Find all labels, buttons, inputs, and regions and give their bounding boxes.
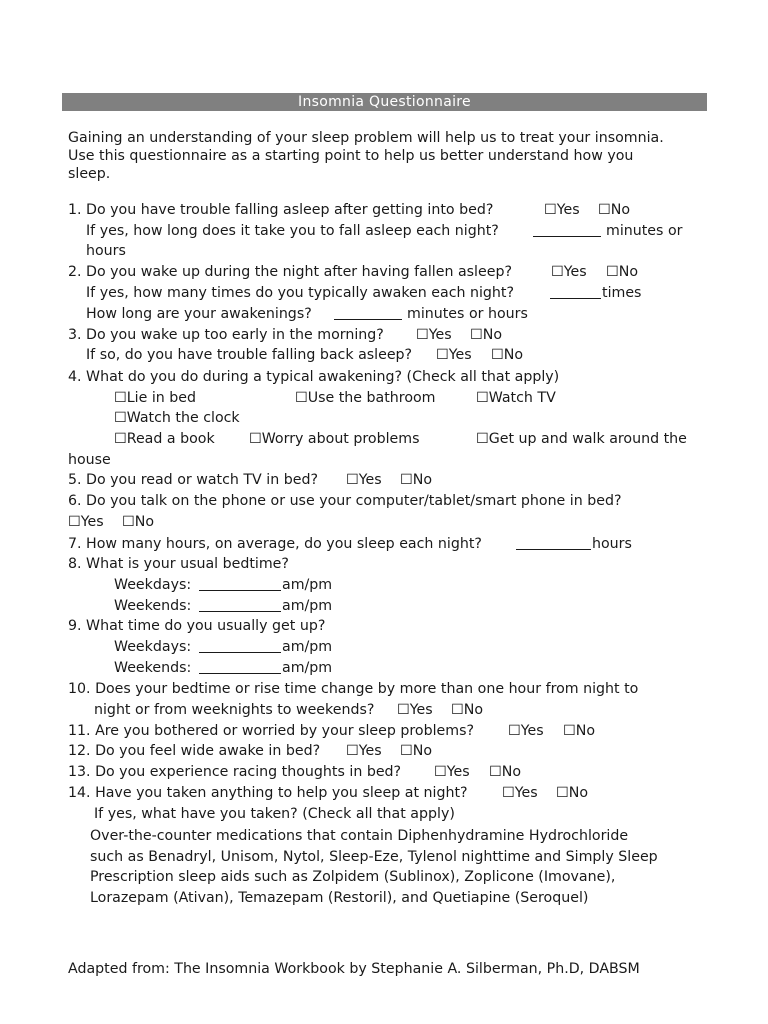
- q4-option-worry[interactable]: ☐Worry about problems: [249, 431, 420, 447]
- checkbox-icon: ☐: [476, 390, 489, 406]
- checkbox-icon: ☐: [551, 264, 564, 280]
- checkbox-icon: ☐: [598, 202, 611, 218]
- source-footer: Adapted from: The Insomnia Workbook by Stephanie A. Silberman, Ph.D, DABSM: [68, 961, 640, 977]
- q8-weekdays-label: Weekdays:: [114, 577, 192, 593]
- checkbox-icon: ☐: [476, 431, 489, 447]
- question-2-followup-2: How long are your awakenings?: [86, 306, 312, 322]
- question-3: 3. Do you wake up too early in the morning?: [68, 327, 384, 343]
- q2-duration-unit: minutes or hours: [407, 306, 528, 322]
- checkbox-icon: ☐: [114, 431, 127, 447]
- question-14-followup: If yes, what have you taken? (Check all that apply): [94, 806, 455, 822]
- checkbox-icon: ☐: [489, 764, 502, 780]
- q1-yes-option[interactable]: ☐Yes: [544, 202, 580, 218]
- q2-times-field[interactable]: [550, 284, 601, 304]
- q4-option-read-book[interactable]: ☐Read a book: [114, 431, 215, 447]
- q5-no-option[interactable]: ☐No: [400, 472, 433, 488]
- intro-line-3: sleep.: [68, 166, 111, 182]
- q9-weekends-unit: am/pm: [282, 660, 333, 676]
- q4-option-watch-tv[interactable]: ☐Watch TV: [476, 390, 556, 406]
- checkbox-icon: ☐: [397, 702, 410, 718]
- q14-rx-line-2: Lorazepam (Ativan), Temazepam (Restoril), and Quetiapine (Seroquel): [90, 890, 589, 906]
- q8-weekdays-unit: am/pm: [282, 577, 333, 593]
- q14-otc-line-1: Over-the-counter medications that contain Diphenhydramine Hydrochloride: [90, 828, 629, 844]
- q14-otc-line-2: such as Benadryl, Unisom, Nytol, Sleep-Eze, Tylenol nighttime and Simply Sleep: [90, 849, 658, 865]
- checkbox-icon: ☐: [346, 472, 359, 488]
- q10-no-option[interactable]: ☐No: [451, 702, 484, 718]
- checkbox-icon: ☐: [563, 723, 576, 739]
- question-2-followup-1: If yes, how many times do you typically awaken each night?: [86, 285, 515, 301]
- q4-option-watch-clock[interactable]: ☐Watch the clock: [114, 410, 240, 426]
- q12-no-option[interactable]: ☐No: [400, 743, 433, 759]
- document-title: Insomnia Questionnaire: [62, 93, 707, 111]
- q8-weekends-field[interactable]: [199, 597, 281, 617]
- q1-unit: minutes or: [606, 223, 683, 239]
- checkbox-icon: ☐: [434, 764, 447, 780]
- q13-no-option[interactable]: ☐No: [489, 764, 522, 780]
- q2-duration-field[interactable]: [334, 305, 402, 325]
- checkbox-icon: ☐: [606, 264, 619, 280]
- checkbox-icon: ☐: [295, 390, 308, 406]
- checkbox-icon: ☐: [114, 410, 127, 426]
- q9-weekends-field[interactable]: [199, 659, 281, 679]
- q3b-yes-option[interactable]: ☐Yes: [436, 347, 472, 363]
- q13-yes-option[interactable]: ☐Yes: [434, 764, 470, 780]
- q9-weekdays-unit: am/pm: [282, 639, 333, 655]
- q1-minutes-field[interactable]: [533, 222, 601, 242]
- checkbox-icon: ☐: [416, 327, 429, 343]
- q2-times-unit: times: [602, 285, 642, 301]
- question-7: 7. How many hours, on average, do you sleep each night?: [68, 536, 482, 552]
- question-1-followup: If yes, how long does it take you to fall asleep each night?: [86, 223, 499, 239]
- q10-yes-option[interactable]: ☐Yes: [397, 702, 433, 718]
- checkbox-icon: ☐: [400, 743, 413, 759]
- q9-weekends-label: Weekends:: [114, 660, 192, 676]
- checkbox-icon: ☐: [491, 347, 504, 363]
- q12-yes-option[interactable]: ☐Yes: [346, 743, 382, 759]
- question-6: 6. Do you talk on the phone or use your computer/tablet/smart phone in bed?: [68, 493, 622, 509]
- q11-yes-option[interactable]: ☐Yes: [508, 723, 544, 739]
- checkbox-icon: ☐: [470, 327, 483, 343]
- question-9: 9. What time do you usually get up?: [68, 618, 326, 634]
- q1-unit-cont: hours: [86, 243, 126, 259]
- question-1: 1. Do you have trouble falling asleep after getting into bed?: [68, 202, 494, 218]
- q2-yes-option[interactable]: ☐Yes: [551, 264, 587, 280]
- q4-option-lie-in-bed[interactable]: ☐Lie in bed: [114, 390, 197, 406]
- question-12: 12. Do you feel wide awake in bed?: [68, 743, 321, 759]
- checkbox-icon: ☐: [556, 785, 569, 801]
- question-14: 14. Have you taken anything to help you sleep at night?: [68, 785, 468, 801]
- q4-option-bathroom[interactable]: ☐Use the bathroom: [295, 390, 436, 406]
- checkbox-icon: ☐: [544, 202, 557, 218]
- checkbox-icon: ☐: [68, 514, 81, 530]
- checkbox-icon: ☐: [451, 702, 464, 718]
- checkbox-icon: ☐: [249, 431, 262, 447]
- q9-weekdays-field[interactable]: [199, 638, 281, 658]
- question-4: 4. What do you do during a typical awakening? (Check all that apply): [68, 369, 560, 385]
- q11-no-option[interactable]: ☐No: [563, 723, 596, 739]
- question-13: 13. Do you experience racing thoughts in bed?: [68, 764, 402, 780]
- q14-rx-line-1: Prescription sleep aids such as Zolpidem (Sublinox), Zoplicone (Imovane),: [90, 869, 616, 885]
- q6-no-option[interactable]: ☐No: [122, 514, 155, 530]
- checkbox-icon: ☐: [436, 347, 449, 363]
- q14-no-option[interactable]: ☐No: [556, 785, 589, 801]
- checkbox-icon: ☐: [346, 743, 359, 759]
- q3b-no-option[interactable]: ☐No: [491, 347, 524, 363]
- q14-yes-option[interactable]: ☐Yes: [502, 785, 538, 801]
- checkbox-icon: ☐: [502, 785, 515, 801]
- q2-no-option[interactable]: ☐No: [606, 264, 639, 280]
- checkbox-icon: ☐: [114, 390, 127, 406]
- q5-yes-option[interactable]: ☐Yes: [346, 472, 382, 488]
- q9-weekdays-label: Weekdays:: [114, 639, 192, 655]
- intro-line-2: Use this questionnaire as a starting point to help us better understand how you: [68, 148, 634, 164]
- q4-option-get-up-cont: house: [68, 452, 111, 468]
- q1-no-option[interactable]: ☐No: [598, 202, 631, 218]
- question-3-followup: If so, do you have trouble falling back asleep?: [86, 347, 413, 363]
- question-8: 8. What is your usual bedtime?: [68, 556, 289, 572]
- q7-unit: hours: [592, 536, 632, 552]
- q6-yes-option[interactable]: ☐Yes: [68, 514, 104, 530]
- question-10-cont: night or from weeknights to weekends?: [94, 702, 375, 718]
- checkbox-icon: ☐: [508, 723, 521, 739]
- q3-yes-option[interactable]: ☐Yes: [416, 327, 452, 343]
- question-5: 5. Do you read or watch TV in bed?: [68, 472, 318, 488]
- question-10: 10. Does your bedtime or rise time change by more than one hour from night to: [68, 681, 639, 697]
- q8-weekdays-field[interactable]: [199, 576, 281, 596]
- q4-option-get-up[interactable]: ☐Get up and walk around the: [476, 431, 687, 447]
- q8-weekends-label: Weekends:: [114, 598, 192, 614]
- checkbox-icon: ☐: [122, 514, 135, 530]
- intro-line-1: Gaining an understanding of your sleep problem will help us to treat your insomnia.: [68, 130, 664, 146]
- checkbox-icon: ☐: [400, 472, 413, 488]
- q7-hours-field[interactable]: [516, 535, 591, 555]
- question-2: 2. Do you wake up during the night after having fallen asleep?: [68, 264, 512, 280]
- q8-weekends-unit: am/pm: [282, 598, 333, 614]
- question-11: 11. Are you bothered or worried by your sleep problems?: [68, 723, 475, 739]
- q3-no-option[interactable]: ☐No: [470, 327, 503, 343]
